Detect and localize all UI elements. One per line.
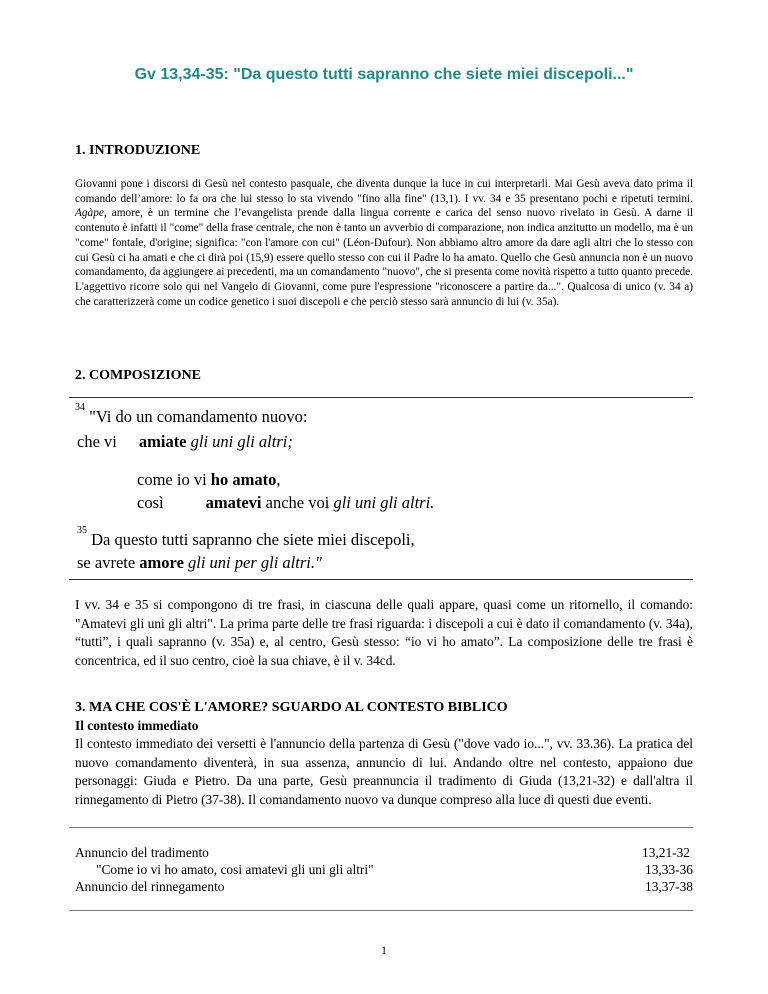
verse-line-2: che vi amiate gli uni gli altri; (77, 432, 293, 451)
verse-line-6: se avrete amore gli uni per gli altri." (77, 553, 322, 572)
row-label: Annuncio del tradimento (75, 845, 209, 860)
row-label: Annuncio del rinnegamento (75, 879, 225, 894)
section-2-heading: 2. COMPOSIZIONE (75, 368, 202, 383)
verse-line-5: $^{35}$ Da questo tutti sapranno che siete miei discepoli, (77, 524, 415, 549)
verse-line-4: così amatevi anche voi gli uni gli altri. (137, 493, 435, 512)
agape-term: Agàpe, (75, 207, 107, 220)
section-3-paragraph: Il contesto immediato dei versetti è l'annuncio della partenza di Gesù ("dove vado io...", vv. 33.36). La pratica del nuovo comandamento diventerà, in sua assenza, annuncio di lui. Andando oltre nel contesto, appaiono due personaggi: Giuda e Pietro. Da una parte, Gesù preannuncia il tradimento di Giuda (13,21-32) e dall'altra il rinnegamento di Pietro (37-38). Il comandamento nuovo va dunque compreso alla luce di questi due eventi. (75, 736, 693, 808)
section-3-heading: 3. MA CHE COS'È L'AMORE? SGUARDO AL CONTESTO BIBLICO (75, 700, 508, 715)
verse-number-34: 34 (75, 401, 85, 413)
intro-text-b: amore, è un termine che l’evangelista prende dalla lingua corrente e carica del senso nuovo rivelato in Gesù. A darne il contenuto è infatti il "come" della frase centrale, che non è tanto un avverbio di comparazione, non indica anzitutto un modello, ma è un "come" fontale, d'origine; significa: "con l'amore con cui" (Léon-Dufour). Non abbiamo altro amore da dare agli altri che lo stesso con cui Gesù ci ha amati e che ci dirà poi (15,9) essere quello stesso con cui il Padre lo ha amato. Quello che Gesù annuncia non è un nuovo comandamento, da aggiungere ai precedenti, ma un comandamento "nuovo", che si presenta come novità rispetto a tutto quanto precede. L'aggettivo ricorre solo qui nel Vangelo di Giovanni, come pure l'espressione "riconoscere a partire da...". Qualcosa di unico (v. 34 a) che caratterizzerà come un codice genetico i suoi discepoli e che perciò stesso sarà annuncio di lui (v. 35a). (75, 207, 693, 308)
row-ref: 13,37-38 (645, 879, 693, 894)
section-3-subheading: Il contesto immediato (75, 718, 199, 733)
section-1-paragraph (75, 177, 693, 309)
table-divider-bottom (69, 910, 693, 911)
divider-bottom (69, 579, 693, 580)
intro-text-a: Giovanni pone i discorsi di Gesù nel contesto pasquale, che diventa dunque la luce in cui interpretarli. Mai Gesù aveva dato prima il comando dell’amore: lo fa ora che lui stesso lo sta vivendo "fino alla fine" (13,1). I vv. 34 e 35 presentano pochi e ripetuti termini. (75, 178, 693, 205)
verse-line-1: $^{34}$ "Vi do un comandamento nuovo: (75, 401, 308, 426)
row-ref: 13,33-36 (645, 862, 693, 877)
row-label: "Come io vi ho amato, cosi amatevi gli uni gli altri" (96, 862, 374, 877)
page-number: 1 (381, 945, 387, 957)
page-title: Gv 13,34-35: "Da questo tutti sapranno che siete miei discepoli..." (134, 66, 634, 83)
table-divider-top (69, 827, 693, 828)
divider-top (69, 397, 693, 398)
verse-line-3: come io vi ho amato, (137, 470, 281, 489)
verse-number-35: 35 (77, 524, 87, 536)
section-1-heading: 1. INTRODUZIONE (75, 143, 201, 158)
section-2-paragraph: I vv. 34 e 35 si compongono di tre frasi, in ciascuna delle quali appare, quasi come un ritornello, il comando: "Amatevi gli uni gli altri". La prima parte delle tre frasi riguarda: i discepoli a cui è dato il comandamento (v. 34a), “tutti”, i quali sapranno (v. 35a) e, al centro, Gesù stesso: “io vi ho amato”. La composizione delle tre frasi è concentrica, ed il suo centro, cioè la sua chiave, è il v. 34cd. (75, 597, 693, 669)
row-ref: 13,21-32 (642, 845, 690, 860)
